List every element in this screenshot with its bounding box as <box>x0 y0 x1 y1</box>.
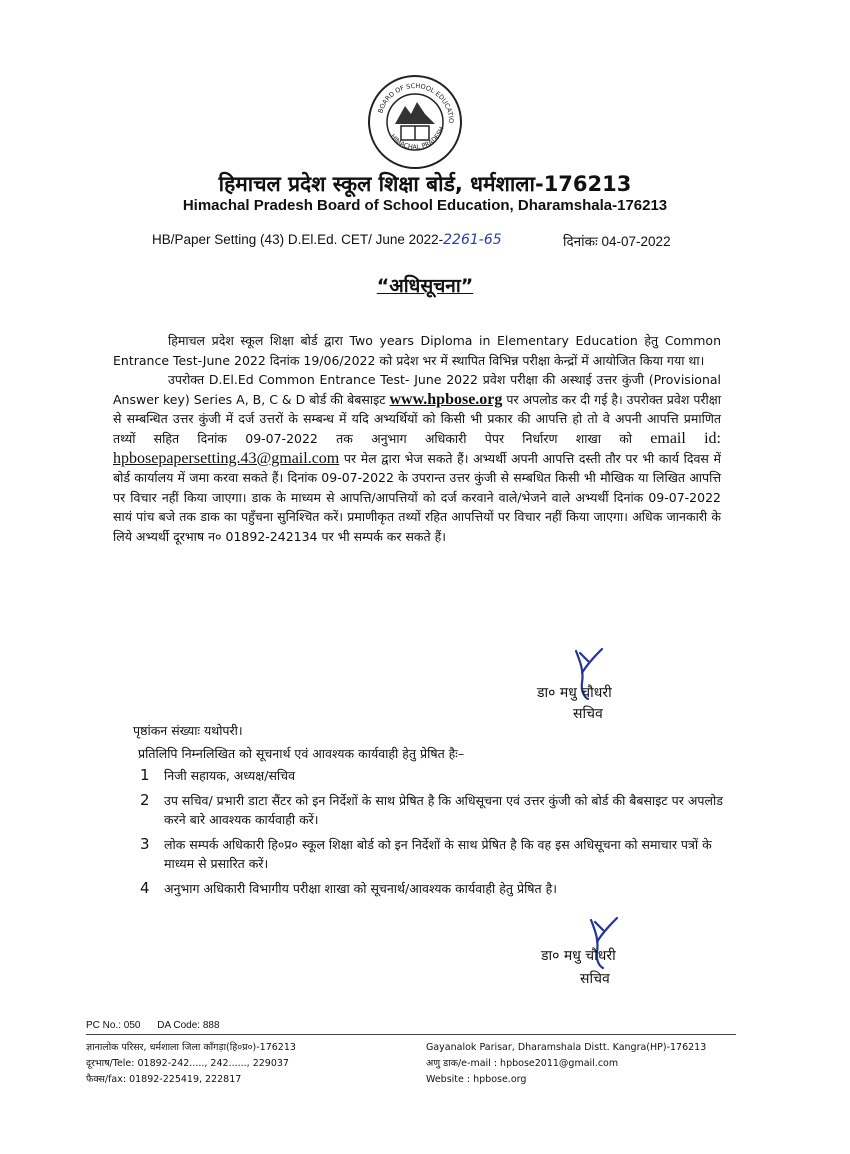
footer-codes <box>86 1020 220 1031</box>
list-item-text: निजी सहायक, अध्यक्ष/सचिव <box>164 768 296 783</box>
footer-address-hindi <box>86 1040 296 1088</box>
email-label: email id: <box>650 429 721 447</box>
footer-phone-line: दूरभाष/Tele: 01892-242....., 242......, 229037 <box>86 1058 289 1069</box>
copy-forwarded-intro: प्रतिलिपि निम्नलिखित को सूचनार्थ एवं आवश्यक कार्यवाही हेतु प्रेषित हैः– <box>138 746 465 761</box>
list-item-number: 2 <box>140 791 150 809</box>
svg-text:BOARD OF SCHOOL EDUCATION: BOARD OF SCHOOL EDUCATIO <box>376 81 456 124</box>
list-item-text: अनुभाग अधिकारी विभागीय परीक्षा शाखा को सूचनार्थ/आवश्यक कार्यवाही हेतु प्रेषित है। <box>164 881 558 896</box>
issue-date <box>563 232 671 250</box>
paragraph-2 <box>113 370 721 546</box>
list-item <box>140 835 740 873</box>
date-value: 04-07-2022 <box>601 234 671 249</box>
notice-body <box>113 331 721 547</box>
footer-website-line: Website : hpbose.org <box>426 1074 527 1085</box>
list-item-number: 4 <box>140 879 150 897</box>
copy-to-list <box>140 766 740 904</box>
pc-number: PC No.: 050 <box>86 1020 141 1031</box>
website-link[interactable]: www.hpbose.org <box>389 390 503 408</box>
paragraph-2-part-3: पर मेल द्वारा भेज सकते हैं। अभ्यर्थी अपनी आपत्ति दस्ती तौर पर भी कार्य दिवस में बोर्ड कार्यालय में जमा करवा सकते हैं। दिनांक 09-07-2022 के उपरान्त उत्तर कुंजी से सम्बधित किसी भी मौखिक या लिखित आपत्ति पर विचार नहीं किया जाएगा। डाक के माध्यम से आपत्ति/आपत्तियों को दर्ज करवाने वाले/भेजने वाले अभ्यर्थी दिनांक 09-07-2022 सायं पांच बजे तक डाक का पहुँचना सुनिश्चित करें। प्रमाणीकृत तथ्यों रहित आपत्तियों पर विचार नहीं किया जाएगा। अधिक जानकारी के लिये अभ्यर्थी दूरभाष न० 01892-242134 पर भी सम्पर्क कर सकते हैं। <box>113 450 721 544</box>
paragraph-1: हिमाचल प्रदेश स्कूल शिक्षा बोर्ड द्वारा Two years Diploma in Elementary Education हेतु Common Entrance Test-June 2022 दिनांक 19/06/2022 को प्रदेश भर में स्थापित विभिन्न परीक्षा केन्द्रों में आयोजित किया गया था। <box>113 333 721 368</box>
signatory-designation: सचिव <box>580 971 610 987</box>
board-title-hindi: हिमाचल प्रदेश स्कूल शिक्षा बोर्ड, धर्मशाला-176213 <box>218 172 632 196</box>
signatory-designation: सचिव <box>573 706 603 722</box>
list-item-text: लोक सम्पर्क अधिकारी हि०प्र० स्कूल शिक्षा बोर्ड को इन निर्देशों के साथ प्रेषित है कि वह इस अधिसूचना को समाचार पत्रों के माध्यम से प्रसारित करें। <box>164 837 712 871</box>
handwritten-dispatch-number: 2261-65 <box>443 232 502 248</box>
board-title-english: Himachal Pradesh Board of School Education, Dharamshala-176213 <box>182 197 668 214</box>
notice-title <box>0 272 850 298</box>
footer-address-english <box>426 1040 706 1088</box>
email-link[interactable]: hpbosepapersetting.43@gmail.com <box>113 449 340 467</box>
board-seal-logo <box>367 74 463 170</box>
notice-title-text: “अधिसूचना” <box>376 275 474 297</box>
reference-line <box>152 232 671 249</box>
signatory-name: डा० मधु चौधरी <box>541 948 616 964</box>
date-label: दिनांकः <box>563 234 598 249</box>
reference-number: HB/Paper Setting (43) D.El.Ed. CET/ June 2022- <box>152 232 444 247</box>
endorsement-line: पृष्ठांकन संख्याः यथोपरी। <box>133 723 243 738</box>
list-item <box>140 879 740 898</box>
footer-email-line: अणु डाक/e-mail : hpbose2011@gmail.com <box>426 1058 619 1069</box>
paragraph-2-part-1: उपरोक्त D.El.Ed Common Entrance Test- June 2022 प्रवेश परीक्षा की अस्थाई उत्तर कुंजी (Provisional Answer key) Series A, B, C & D बोर्ड की बेबसाइट <box>113 372 721 407</box>
list-item <box>140 791 740 829</box>
signatory-name: डा० मधु चौधरी <box>537 685 612 701</box>
footer-fax-line: फैक्स/fax: 01892-225419, 222817 <box>86 1074 242 1085</box>
list-item-number: 1 <box>140 766 150 784</box>
paragraph-2-part-2: पर अपलोड कर दी गई है। उपरोक्त प्रवेश परीक्षा से सम्बन्धित उत्तर कुंजी में दर्ज उत्तरों के सम्बन्ध में यदि अभ्यर्थियों को किसी भी प्रकार की आपत्ति हो तो वे अपनी आपत्ति प्रमाणित तथ्यों सहित दिनांक 09-07-2022 तक अनुभाग अधिकारी पेपर निर्धारण शाखा को <box>113 391 721 446</box>
footer-address-line: ज्ञानालोक परिसर, धर्मशाला जिला काँगड़ा(हि०प्र०)-176213 <box>86 1042 296 1053</box>
list-item-text: उप सचिव/ प्रभारी डाटा सैंटर को इन निर्देशों के साथ प्रेषित है कि अधिसूचना एवं उत्तर कुंजी को बोर्ड की बैबसाइट पर अपलोड करने बारे आवश्यक कार्यवाही करें। <box>164 793 723 827</box>
footer-divider <box>86 1034 736 1035</box>
list-item <box>140 766 740 785</box>
da-code: DA Code: 888 <box>157 1020 220 1031</box>
list-item-number: 3 <box>140 835 150 853</box>
footer-address-line: Gayanalok Parisar, Dharamshala Distt. Kangra(HP)-176213 <box>426 1042 707 1053</box>
svg-text:HIMACHAL PRADESH: HIMACHAL PRADESH <box>388 125 446 152</box>
